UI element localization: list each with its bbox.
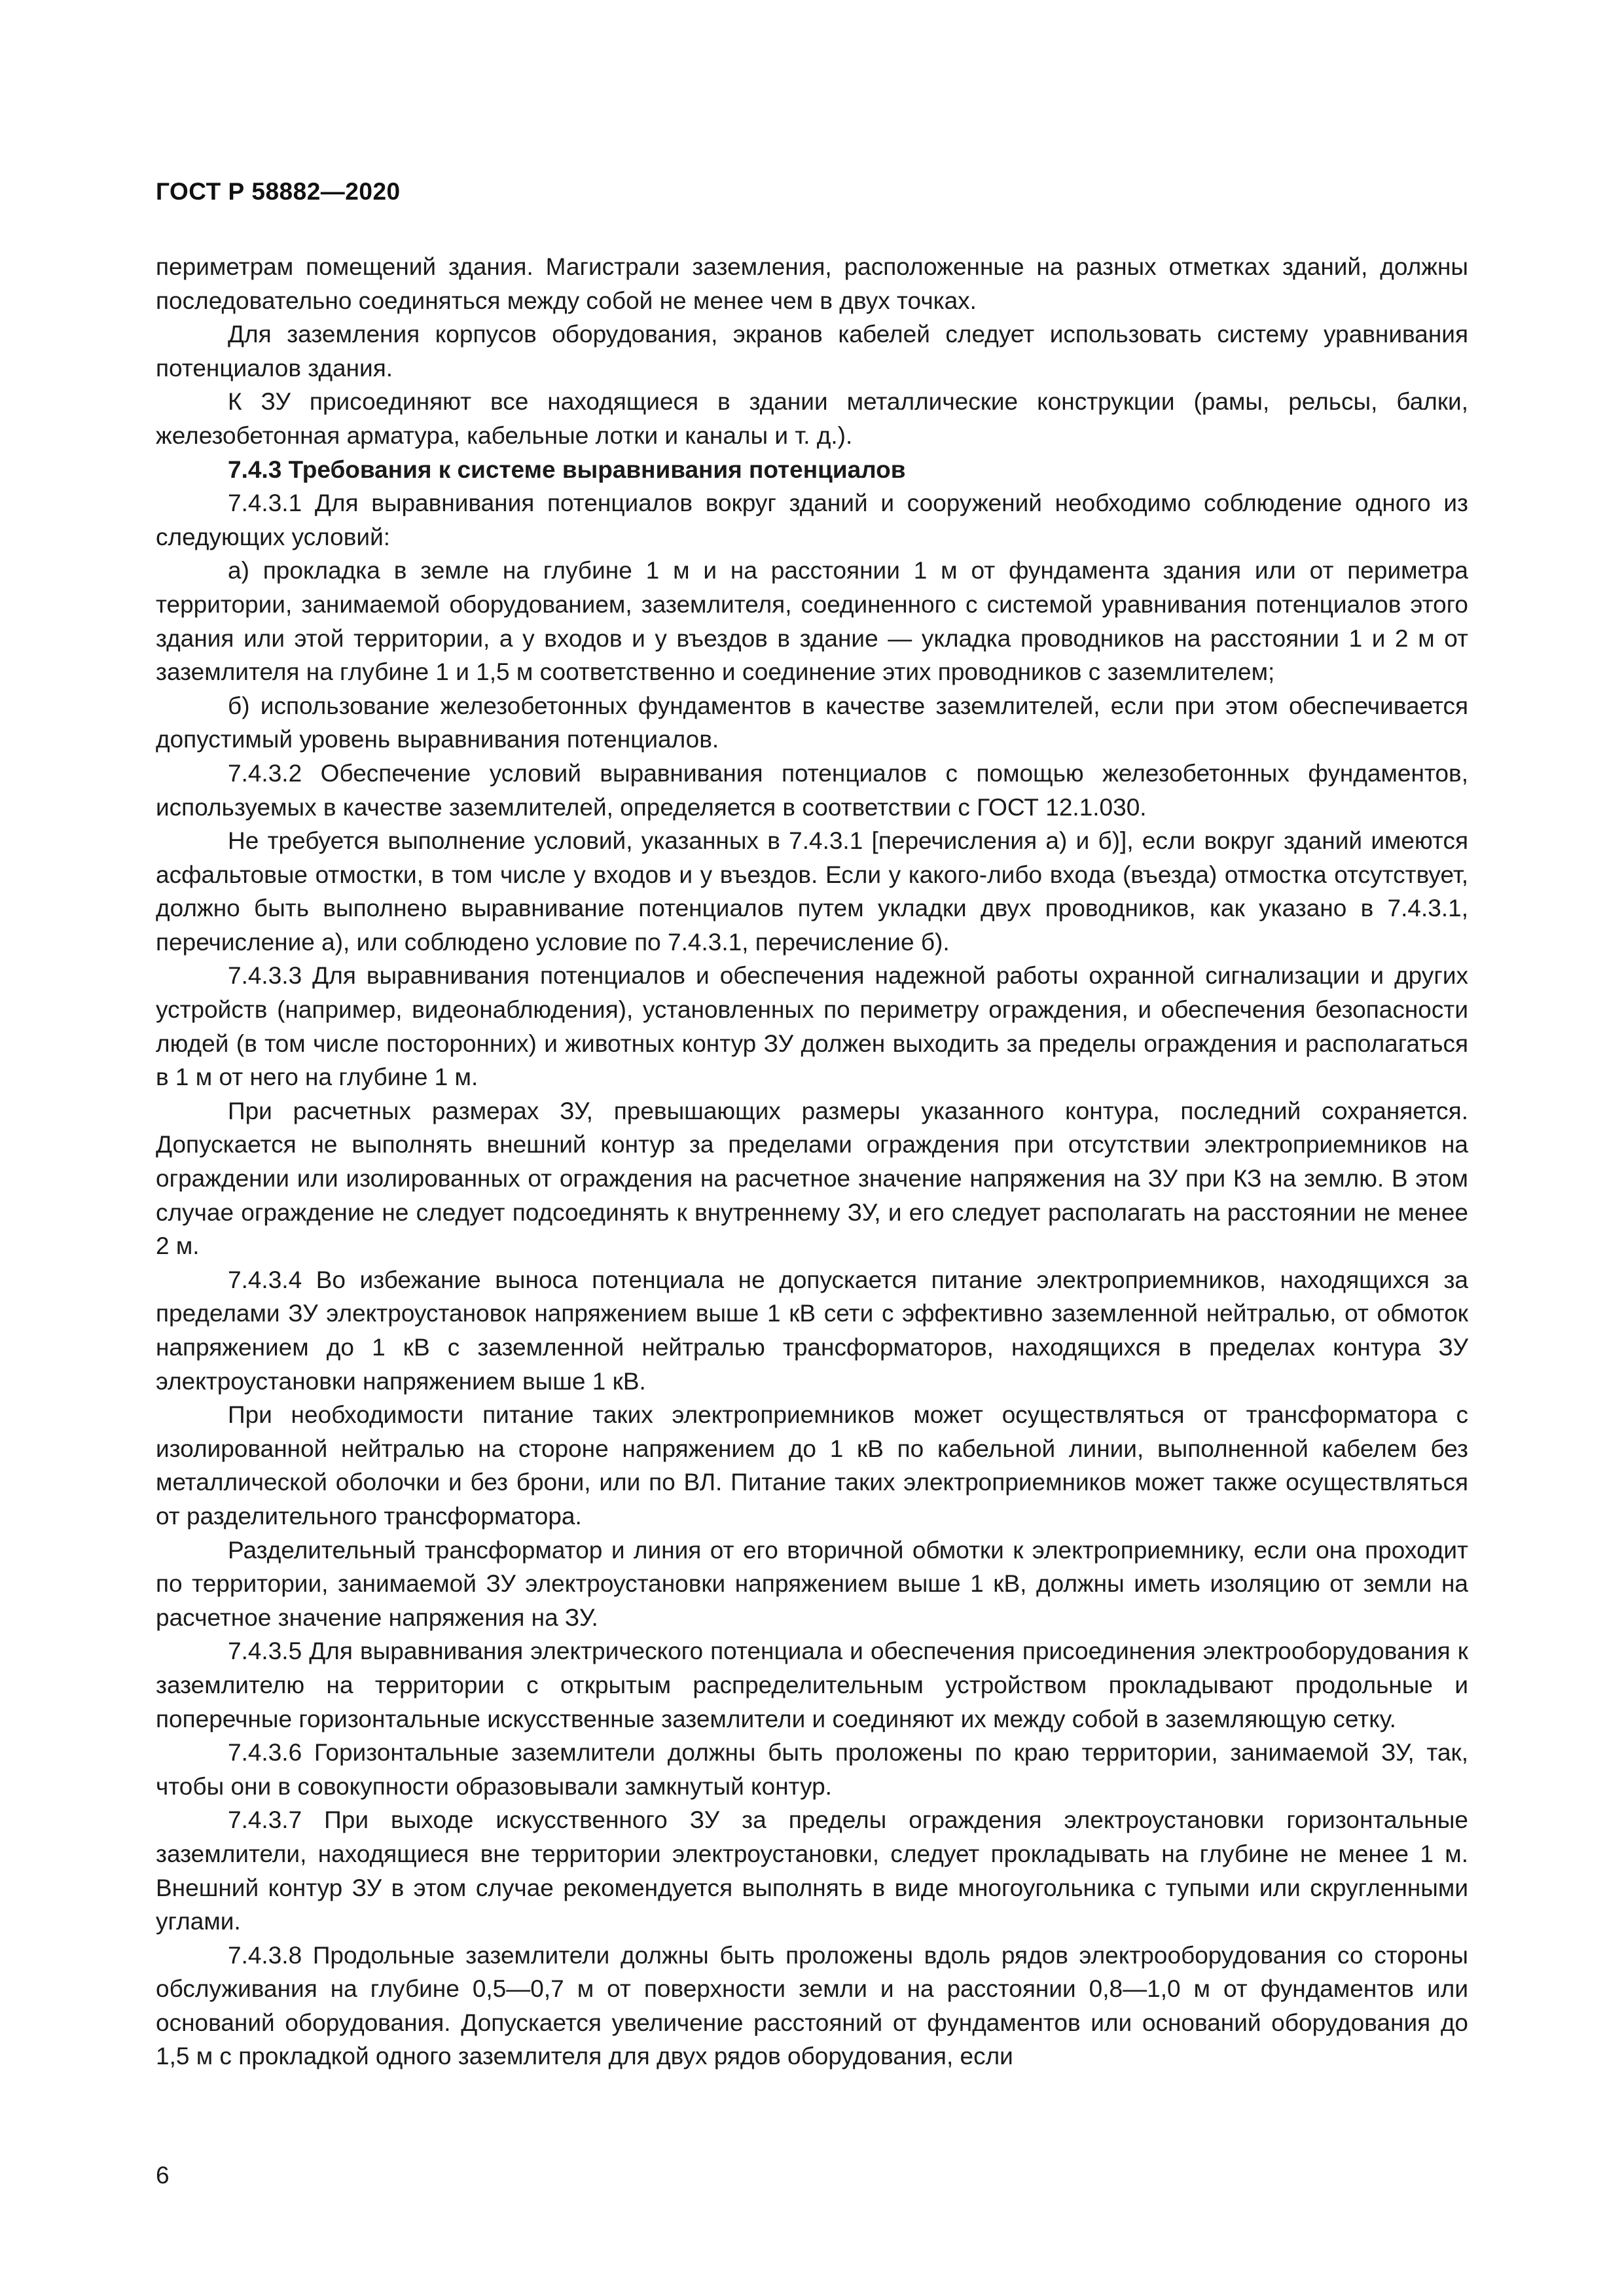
paragraph: Не требуется выполнение условий, указанных в 7.4.3.1 [перечисления а) и б)], если вокруг зданий имеются асфальтовые отмостки, в том числе у входов и у въездов. Если у какого-либо входа (въезда) отмостка отсутствует, должно быть выполнено выравнивание потенциалов путем укладки двух проводников, как указано в 7.4.3.1, перечисление а), или соблюдено условие по 7.4.3.1, перечисление б).: [156, 827, 1468, 956]
paragraph-7-4-3-3: 7.4.3.3 Для выравнивания потенциалов и обеспечения надежной работы охранной сигнализации и других устройств (например, видеонаблюдения), установленных по периметру ограждения, и обеспечения безопасности людей (в том числе посторонних) и животных контур ЗУ должен выходить за пределы ограждения и располагаться в 1 м от него на глубине 1 м.: [156, 962, 1468, 1091]
paragraph: Разделительный трансформатор и линия от его вторичной обмотки к электроприемнику, если она проходит по территории, занимаемой ЗУ электроустановки напряжением выше 1 кВ, должны иметь изоляцию от земли на расчетное значение напряжения на ЗУ.: [156, 1536, 1468, 1631]
paragraph-7-4-3-8: 7.4.3.8 Продольные заземлители должны быть проложены вдоль рядов электрооборудования со стороны обслуживания на глубине 0,5—0,7 м от поверхности земли и на расстоянии 0,8—1,0 м от фундаментов или оснований оборудования. Допускается увеличение расстояний от фундаментов или оснований оборудования до 1,5 м с прокладкой одного заземлителя для двух рядов оборудования, если: [156, 1941, 1468, 2070]
paragraph-7-4-3-7: 7.4.3.7 При выходе искусственного ЗУ за пределы ограждения электроустановки горизонтальные заземлители, находящиеся вне территории электроустановки, следует прокладывать на глубине не менее 1 м. Внешний контур ЗУ в этом случае рекомендуется выполнять в виде многоугольника с тупыми или скругленными углами.: [156, 1806, 1468, 1935]
list-item-b: б) использование железобетонных фундаментов в качестве заземлителей, если при этом обеспечивается допустимый уровень выравнивания потенциалов.: [156, 692, 1468, 753]
paragraph-7-4-3-1: 7.4.3.1 Для выравнивания потенциалов вокруг зданий и сооружений необходимо соблюдение одного из следующих условий:: [156, 490, 1468, 550]
paragraph: К ЗУ присоединяют все находящиеся в здании металлические конструкции (рамы, рельсы, балки, железобетонная арматура, кабельные лотки и каналы и т. д.).: [156, 388, 1468, 449]
paragraph-continued: периметрам помещений здания. Магистрали заземления, расположенные на разных отметках зданий, должны последовательно соединяться между собой не менее чем в двух точках.: [156, 253, 1468, 314]
paragraph-7-4-3-5: 7.4.3.5 Для выравнивания электрического потенциала и обеспечения присоединения электрооборудования к заземлителю на территории с открытым распределительным устройством прокладывают продольные и поперечные горизонтальные искусственные заземлители и соединяют их между собой в заземляющую сетку.: [156, 1638, 1468, 1732]
page-number: 6: [156, 2162, 170, 2189]
paragraph-7-4-3-4: 7.4.3.4 Во избежание выноса потенциала не допускается питание электроприемников, находящихся за пределами ЗУ электроустановок напряжением выше 1 кВ сети с эффективно заземленной нейтралью, от обмоток напряжением до 1 кВ с заземленной нейтралью трансформаторов, находящихся в пределах контура ЗУ электроустановки напряжением выше 1 кВ.: [156, 1266, 1468, 1395]
section-heading-7-4-3: 7.4.3 Требования к системе выравнивания потенциалов: [228, 456, 906, 483]
list-item-a: а) прокладка в земле на глубине 1 м и на расстоянии 1 м от фундамента здания или от периметра территории, занимаемой оборудованием, заземлителя, соединенного с системой уравнивания потенциалов этого здания или этой территории, а у входов и у въездов в здание — укладка проводников на расстоянии 1 и 2 м от заземлителя на глубине 1 и 1,5 м соответственно и соединение этих проводников с заземлителем;: [156, 557, 1468, 686]
paragraph-7-4-3-2: 7.4.3.2 Обеспечение условий выравнивания потенциалов с помощью железобетонных фундаментов, используемых в качестве заземлителей, определяется в соответствии с ГОСТ 12.1.030.: [156, 759, 1468, 821]
paragraph-7-4-3-6: 7.4.3.6 Горизонтальные заземлители должны быть проложены по краю территории, занимаемой ЗУ, так, чтобы они в совокупности образовывали замкнутый контур.: [156, 1739, 1468, 1800]
document-body: [156, 250, 1468, 2073]
paragraph: При расчетных размерах ЗУ, превышающих размеры указанного контура, последний сохраняется. Допускается не выполнять внешний контур за пределами ограждения при отсутствии электроприемников на ограждении или изолированных от ограждения на расчетное значение напряжения на ЗУ при КЗ на землю. В этом случае ограждение не следует подсоединять к внутреннему ЗУ, и его следует располагать на расстоянии не менее 2 м.: [156, 1097, 1468, 1260]
paragraph: При необходимости питание таких электроприемников может осуществляться от трансформатора с изолированной нейтралью на стороне напряжением до 1 кВ по кабельной линии, выполненной кабелем без металлической оболочки и без брони, или по ВЛ. Питание таких электроприемников может также осуществляться от разделительного трансформатора.: [156, 1401, 1468, 1530]
document-code-header: ГОСТ Р 58882—2020: [156, 178, 401, 205]
paragraph: Для заземления корпусов оборудования, экранов кабелей следует использовать систему уравнивания потенциалов здания.: [156, 321, 1468, 382]
